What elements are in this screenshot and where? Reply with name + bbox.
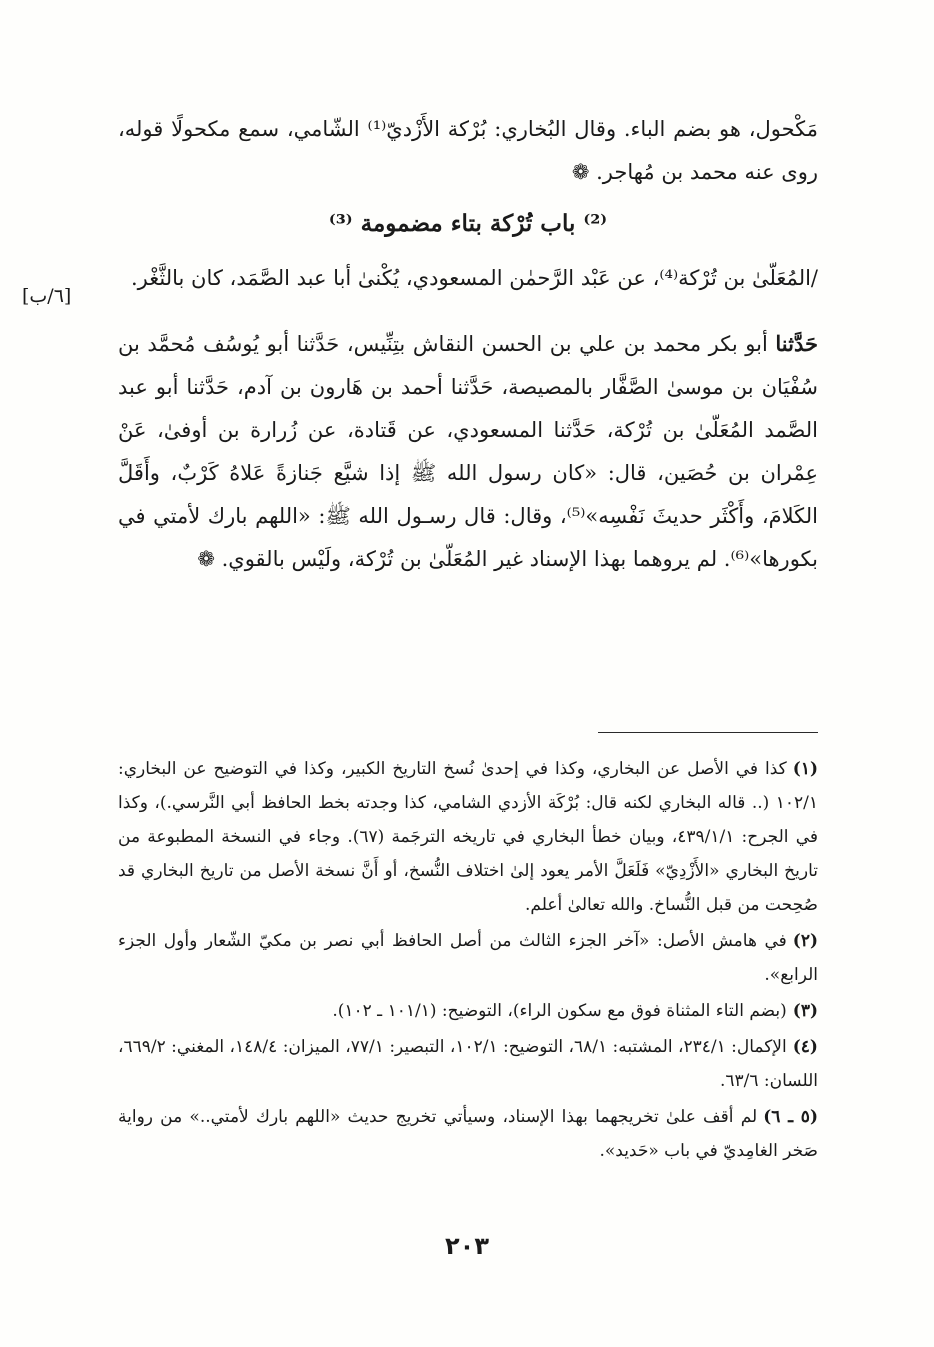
page-number: ٢٠٣ xyxy=(445,1232,489,1260)
folio-marker: [٦/ب] xyxy=(22,285,72,307)
footnote-text: لم أقف علىٰ تخريجهما بهذا الإسناد، وسيأتي تخريج حديث «اللهم بارك لأمتي..» من رواية صَخر الغامِديّ في باب «حَديد». xyxy=(118,1107,818,1161)
footnote-number: (٢) xyxy=(792,931,818,951)
main-text xyxy=(118,108,818,581)
chapter-heading: ⁽²⁾ باب تُرْكة بتاء مضمومة ⁽³⁾ xyxy=(328,210,608,237)
footnote-text: كذا في الأصل عن البخاري، وكذا في إحدىٰ نُسخ التاريخ الكبير، وكذا في التوضيح عن البخاري: ١٠٢/١ (.. قاله البخاري لكنه قال: بُرْكَة الأزدي الشامي، كذا وجدته بخط الحافظ أبي النَّرسي.)، وكذا في الجرح: ٤٣٩/١/١، وبيان خطأ البخاري في تاريخه الترجَمة (٦٧). وجاء في النسخة المطبوعة من تاريخ البخاري «الأَزْدِيّ» فَلَعَلَّ الأمر يعود إلىٰ اختلاف النُّسخ، أو أَنَّ نسخة الأصل من تاريخ البخاري قد صُحِحت من قبل النُّساخ. والله تعالىٰ أعلم. xyxy=(118,759,818,915)
paragraph-hadith xyxy=(118,322,818,581)
paragraph-makhul: مَكْحول، هو بضم الباء. وقال البُخاري: بُرْكة الأَزْديّ⁽¹⁾ الشّامي، سمع مكحولًا قوله، روى عنه محمد بن مُهاجر. ❁ xyxy=(118,117,818,184)
hadith-lead-word: حَدَّثنا xyxy=(775,331,818,356)
footnote-number: (٥ ـ ٦) xyxy=(763,1107,818,1127)
footnote-1 xyxy=(118,752,818,922)
footnote-text: الإكمال: ٢٣٤/١، المشتبه: ٦٨/١، التوضيح: ١٠٢/١، التبصير: ٧٧/١، الميزان: ١٤٨/٤، المغني: ٦٦٩/٢، اللسان: ٦٣/٦. xyxy=(118,1037,818,1091)
footnotes xyxy=(118,752,818,1170)
footnote-2 xyxy=(118,924,818,992)
footnote-number: (٤) xyxy=(792,1037,818,1057)
footnote-number: (١) xyxy=(792,759,818,779)
footnote-5-6 xyxy=(118,1100,818,1168)
footnote-separator xyxy=(598,732,818,733)
footnote-text: في هامش الأصل: «آخر الجزء الثالث من أصل الحافظ أبي نصر بن مكيّ الشّعار وأول الجزء الرابع». xyxy=(118,931,818,985)
footnote-3 xyxy=(118,994,818,1028)
footnote-text: (بضم التاء المثناة فوق مع سكون الراء)، التوضيح: (١٠١/١ ـ ١٠٢). xyxy=(332,1001,787,1021)
footnote-4 xyxy=(118,1030,818,1098)
paragraph-muallah: /المُعَلّىٰ بن تُرْكة⁽⁴⁾، عن عَبْد الرَّحمٰن المسعودي، يُكْنىٰ أبا عبد الصَّمَد، كان بالثَّغْر. xyxy=(131,266,818,290)
footnote-number: (٣) xyxy=(792,1001,818,1021)
hadith-text: أبو بكر محمد بن علي بن الحسن النقاش بتِنِّيس، حَدَّثنا أبو يُوسُف مُحمَّد بن سُفْيَان بن موسىٰ الصَّفَّار بالمصيصة، حَدَّثنا أحمد بن هَارون بن آدم، حَدَّثنا أبو عبد الصَّمد المُعَلّىٰ بن تُرْكة، حَدَّثنا المسعودي، عن قَتادة، عن زُرارة بن أوفىٰ، عَنْ عِمْران بن حُصَين، قال: «كان رسول الله ﷺ إذا شيَّع جَنازةً عَلاهُ كَرْبٌ، وأَقَلَّ الكَلامَ، وأَكْثَر حديثَ نَفْسِه»⁽⁵⁾، وقال: قال رسـول الله ﷺ: «اللهم بارك لأمتي في بكورها»⁽⁶⁾. لم يروهما بهذا الإسناد غير المُعَلّىٰ بن تُرْكة، ولَيْس بالقوي. ❁ xyxy=(118,332,819,571)
